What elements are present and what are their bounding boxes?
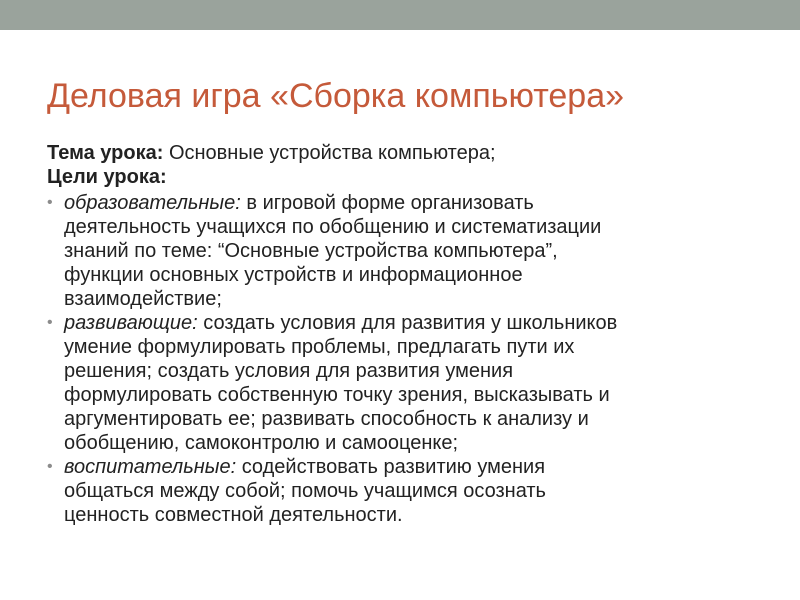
goal-text	[64, 311, 767, 455]
bullet-icon: •	[47, 194, 53, 211]
slide-content	[47, 141, 767, 527]
goal-line: умение формулировать проблемы, предлагать пути их	[64, 336, 575, 358]
goal-line: общаться между собой; помочь учащимся осознать	[64, 480, 546, 502]
top-bar	[0, 0, 800, 30]
goal-term: развивающие:	[64, 312, 198, 334]
goal-upbringing	[47, 455, 767, 527]
goal-first-line-rest: в игровой форме организовать	[240, 192, 534, 214]
goal-first-line-rest: содействовать развитию умения	[236, 456, 546, 478]
goal-line: обобщению, самоконтролю и самооценке;	[64, 432, 459, 454]
goal-text	[64, 191, 767, 311]
bullet-icon: •	[47, 458, 53, 475]
goal-line: взаимодействие;	[64, 288, 222, 310]
goal-line: формулировать собственную точку зрения, высказывать и	[64, 384, 610, 406]
goal-first-line	[64, 191, 767, 215]
goals-heading: Цели урока:	[47, 166, 167, 188]
slide-title: Деловая игра «Сборка компьютера»	[47, 77, 625, 115]
goal-term: воспитательные:	[64, 456, 237, 478]
goals-list	[47, 191, 767, 527]
goal-line: аргументировать ее; развивать способность к анализу и	[64, 408, 589, 430]
goal-line: знаний по теме: “Основные устройства компьютера”,	[64, 240, 558, 262]
goal-term: образовательные:	[64, 192, 241, 214]
goal-first-line	[64, 311, 767, 335]
topic-value: Основные устройства компьютера;	[163, 142, 496, 164]
goal-line: функции основных устройств и информационное	[64, 264, 523, 286]
goal-line: решения; создать условия для развития умения	[64, 360, 514, 382]
bullet-icon: •	[47, 314, 53, 331]
goal-first-line-rest: создать условия для развития у школьников	[197, 312, 618, 334]
topic-line	[47, 141, 767, 165]
goal-first-line	[64, 455, 767, 479]
topic-label: Тема урока:	[47, 142, 164, 164]
goal-text	[64, 455, 767, 527]
goal-line: ценность совместной деятельности.	[64, 504, 403, 526]
goal-educational	[47, 191, 767, 311]
goal-line: деятельность учащихся по обобщению и систематизации	[64, 216, 602, 238]
goal-developmental	[47, 311, 767, 455]
